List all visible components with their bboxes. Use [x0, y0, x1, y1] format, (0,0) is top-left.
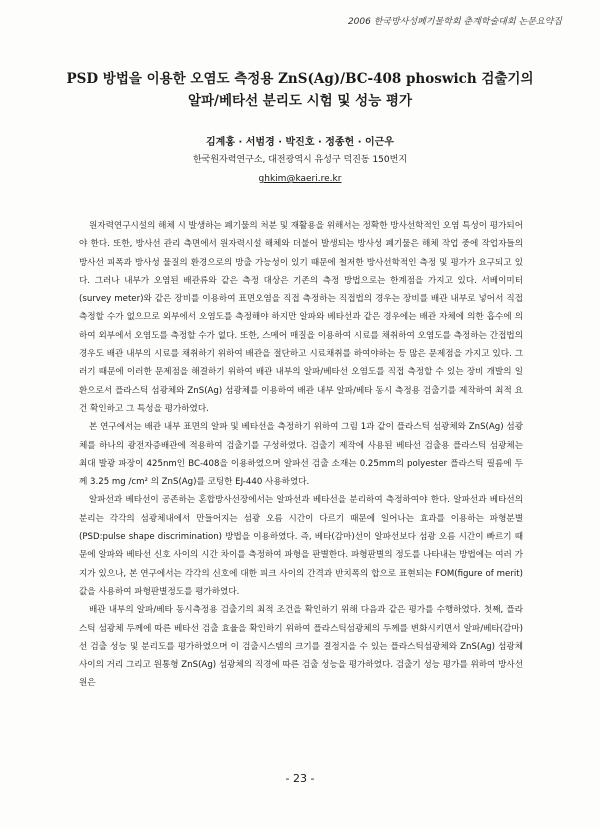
title-line-1: PSD 방법을 이용한 오염도 측정용 ZnS(Ag)/BC-408 phoswich 검출기의: [66, 71, 534, 87]
body-paragraph: 알파선과 베타선이 공존하는 혼합방사선장에서는 알파선과 베타선을 분리하여 측정하여야 한다. 알파선과 베타선의 분리는 각각의 섬광체내에서 만들어지는 섬광 오름 시간이 다르기 때문에 일어나는 효과를 이용하는 파형분별(PSD:pulse shape discrimination) 방법을 이용하였다. 즉, 베타(감마)선이 알파선보다 섬광 오름 시간이 빠르기 때문에 알파와 베타선 신호 사이의 시간 차이를 측정하여 파형을 판별한다. 파형판별의 정도를 나타내는 방법에는 여러 가지가 있으나, 본 연구에서는 각각의 신호에 대한 피크 사이의 간격과 반치폭의 합으로 표현되는 FOM(figure of merit) 값을 사용하여 파형판별정도를 평가하였다.: [79, 495, 523, 597]
body-paragraph: 배관 내부의 알파/베타 동시측정용 검출기의 최적 조건을 확인하기 위해 다음과 같은 평가를 수행하였다. 첫째, 플라스틱 섬광체 두께에 따른 베타선 검출 효율을 확인하기 위하여 플라스틱섬광체의 두께를 변화시키면서 알파/베타(감마)선 검출 성능 및 분리도를 평가하였으며 이 검출시스템의 크기를 결정지을 수 있는 플라스틱섬광체와 ZnS(Ag) 섬광체 사이의 거리 그리고 원통형 ZnS(Ag) 섬광체의 직경에 따른 검출 성능을 평가하였다. 검출기 성능 평가를 위하여 방사선원은: [79, 605, 523, 689]
affiliation: 한국원자력연구소, 대전광역시 유성구 덕진동 150번지: [192, 155, 408, 165]
author-email[interactable]: ghkim@kaeri.re.kr: [258, 174, 342, 184]
running-header: 2006 한국방사성폐기물학회 춘계학술대회 논문요약집: [347, 17, 562, 27]
page-number: - 23 -: [285, 772, 315, 785]
title-line-2: 알파/베타선 분리도 시험 및 성능 평가: [187, 93, 413, 109]
body-paragraph: 원자력연구시설의 해체 시 발생하는 폐기물의 처분 및 재활용을 위해서는 정확한 방사선학적인 오염 특성이 평가되어야 한다. 또한, 방사선 관리 측면에서 원자력시설 해체와 더불어 발생되는 방사성 폐기물은 해체 작업 중에 작업자들의 방사선 피폭과 방사성 물질의 환경으로의 방출 가능성이 있기 때문에 철저한 방사선학적인 측정 및 평가가 요구되고 있다. 그러나 내부가 오염된 배관류와 같은 측정 대상은 기존의 측정 방법으로는 한계점을 가지고 있다. 서베이미터(survey meter)와 같은 장비를 이용하여 표면오염을 직접 측정하는 직접법의 경우는 장비를 배관 내부로 넣어서 직접 측정할 수가 없으므로 외부에서 오염도를 측정해야 하지만 알파와 베타선과 같은 경우에는 배관 자체에 의한 흡수에 의하여 외부에서 오염도를 측정할 수가 없다. 또한, 스메어 매질을 이용하여 시료를 채취하여 오염도를 측정하는 간접법의 경우도 배관 내부의 시료를 채취하기 위하여 배관을 절단하고 시료채취를 하여야하는 등 많은 문제점을 가지고 있다. 그러기 때문에 이러한 문제점을 해결하기 위하여 배관 내부의 알파/베타선 오염도를 직접 측정할 수 있는 장비 개발의 일환으로서 플라스틱 섬광체와 ZnS(Ag) 섬광체를 이용하여 배관 내부 알파/베타 동시 측정용 검출기를 제작하여 최적 요건 확인하고 그 특성을 평가하였다.: [79, 221, 523, 414]
body-paragraph: 본 연구에서는 배관 내부 표면의 알파 및 베타선을 측정하기 위하여 그림 1과 같이 플라스틱 섬광체와 ZnS(Ag) 섬광체를 하나의 광전자증배관에 적용하여 검출기를 구성하였다. 검출기 제작에 사용된 베타선 검출용 플라스틱 섬광체는 최대 발광 파장이 425nm인 BC-408을 이용하였으며 알파선 검출 소재는 0.25mm의 polyester 플라스틱 필름에 두께 3.25 mg /cm² 의 ZnS(Ag)를 코팅한 EJ-440 사용하였다.: [79, 422, 523, 488]
author-list: 김계홍 · 서범경 · 박진호 · 정종헌 · 이근우: [206, 137, 394, 148]
abstract-body: [79, 217, 523, 693]
paper-title: [40, 68, 560, 112]
